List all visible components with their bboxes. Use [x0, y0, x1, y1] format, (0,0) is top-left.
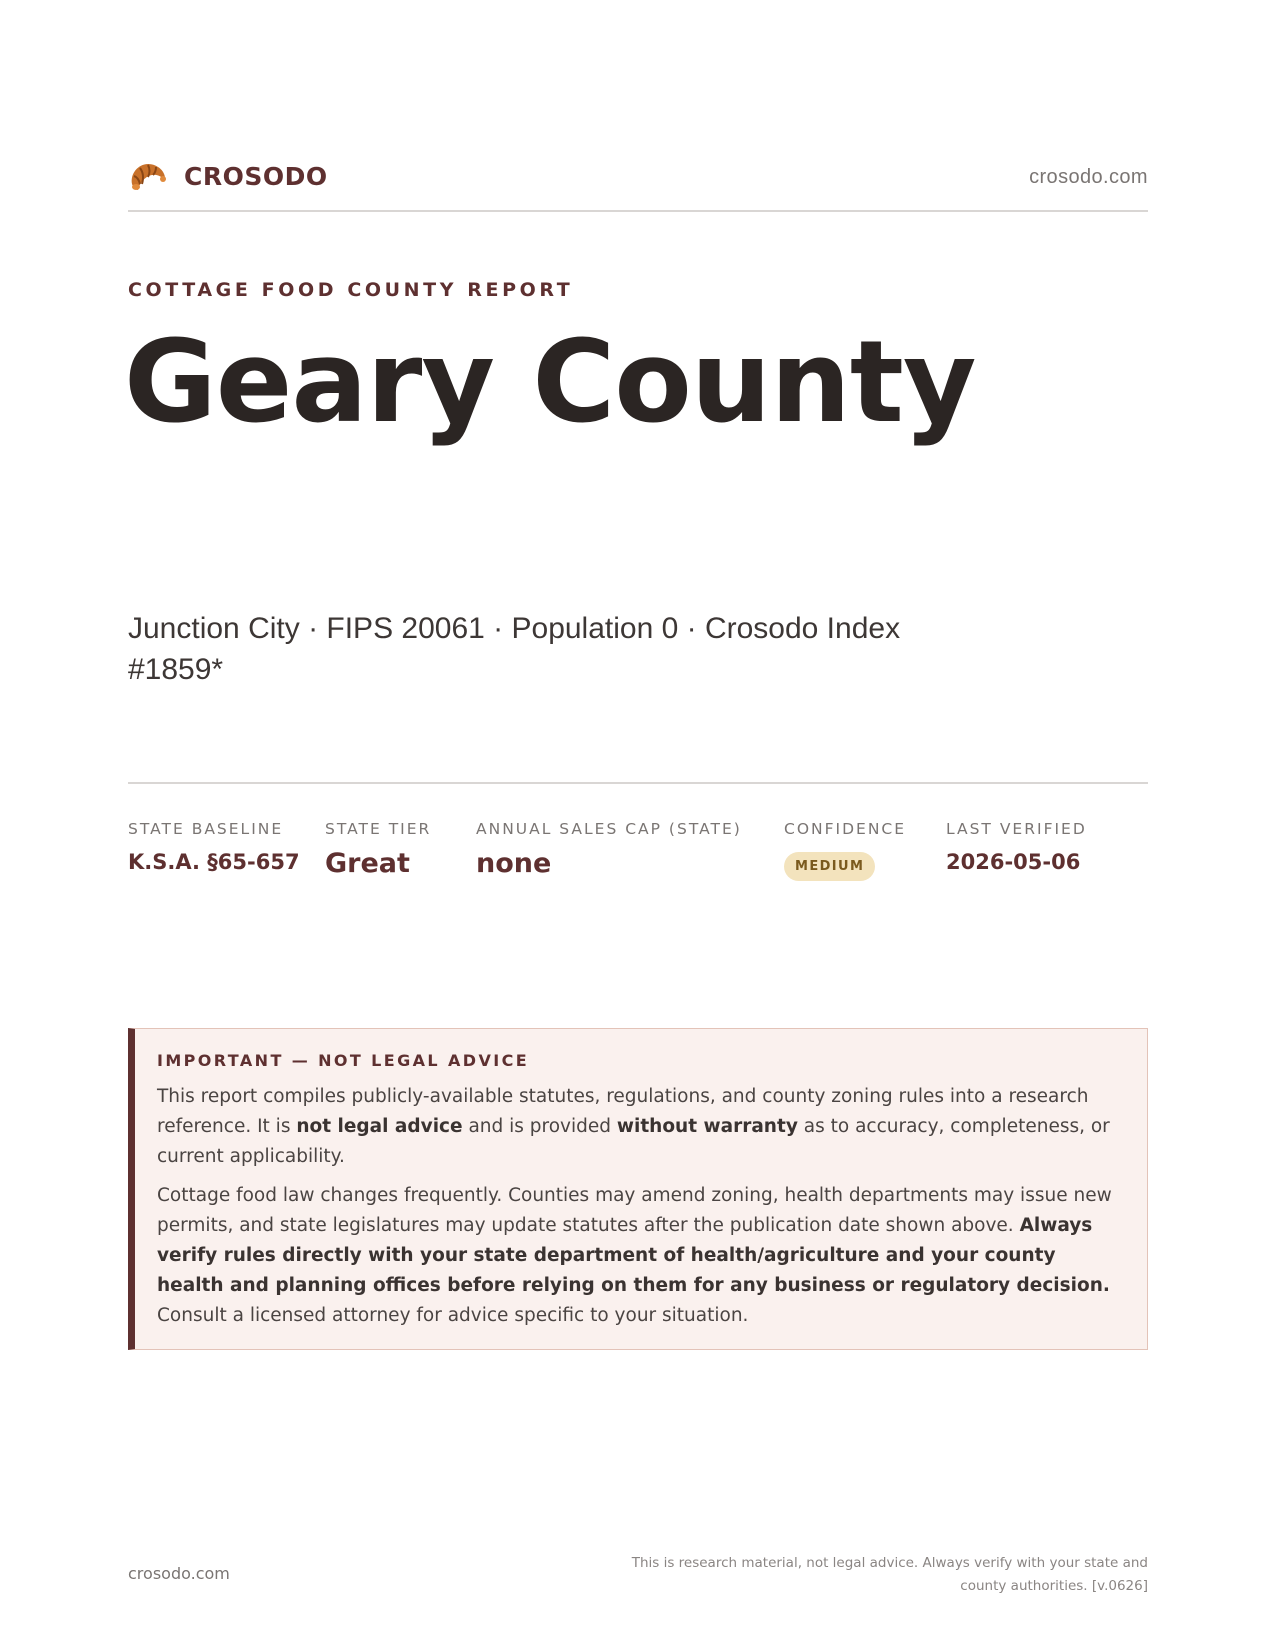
meta-value: K.S.A. §65-657 — [128, 850, 300, 874]
notice-title: IMPORTANT — NOT LEGAL ADVICE — [157, 1051, 530, 1070]
legal-notice — [128, 1028, 1148, 1350]
confidence-badge: MEDIUM — [784, 852, 875, 881]
page-title: Geary County — [124, 316, 976, 448]
meta-confidence — [784, 820, 906, 881]
meta-label: LAST VERIFIED — [946, 820, 1087, 838]
meta-state-tier — [325, 820, 431, 879]
meta-label: CONFIDENCE — [784, 820, 907, 838]
site-link[interactable]: crosodo.com — [1029, 166, 1148, 188]
meta-label: STATE TIER — [325, 820, 432, 838]
report-eyebrow: COTTAGE FOOD COUNTY REPORT — [128, 279, 574, 301]
meta-value: none — [476, 848, 552, 879]
notice-emphasis: without warranty — [616, 1116, 798, 1137]
page-header — [128, 156, 1148, 212]
meta-value: 2026-05-06 — [946, 850, 1081, 874]
notice-text: Cottage food law changes frequently. Counties may amend zoning, health departments may issue new permits, and state legislatures may update statutes after the publication date shown above. — [157, 1185, 1112, 1236]
notice-text: Consult a licensed attorney for advice specific to your situation. — [157, 1305, 749, 1326]
meta-label: STATE BASELINE — [128, 820, 284, 838]
notice-text: as to accuracy, completeness, or current applicability. — [157, 1116, 1110, 1167]
footer-disclaimer: This is research material, not legal advice. Always verify with your state and county authorities. [v.0626] — [631, 1555, 1148, 1594]
notice-text: This report compiles publicly-available statutes, regulations, and county zoning rules into a research reference. It is — [157, 1086, 1089, 1137]
notice-text: and is provided — [462, 1116, 617, 1137]
notice-paragraph — [157, 1181, 1125, 1331]
brand[interactable] — [128, 158, 328, 194]
meta-state-baseline — [128, 820, 300, 874]
meta-value: Great — [325, 848, 410, 879]
meta-last-verified — [946, 820, 1087, 874]
footer-site-link[interactable]: crosodo.com — [128, 1564, 230, 1583]
brand-name: CROSODO — [184, 161, 328, 191]
croissant-icon — [128, 158, 168, 194]
notice-paragraph — [157, 1082, 1125, 1172]
notice-emphasis: not legal advice — [296, 1116, 463, 1137]
report-subtitle: Junction City · FIPS 20061 · Population 0 · Crosodo Index #1859* — [128, 612, 901, 686]
divider — [128, 782, 1148, 784]
meta-sales-cap — [476, 820, 742, 879]
notice-emphasis: Always verify rules directly with your state department of health/agriculture and your county health and planning offices before relying on them for any business or regulatory decision. — [157, 1215, 1110, 1296]
meta-label: ANNUAL SALES CAP (STATE) — [476, 820, 742, 838]
